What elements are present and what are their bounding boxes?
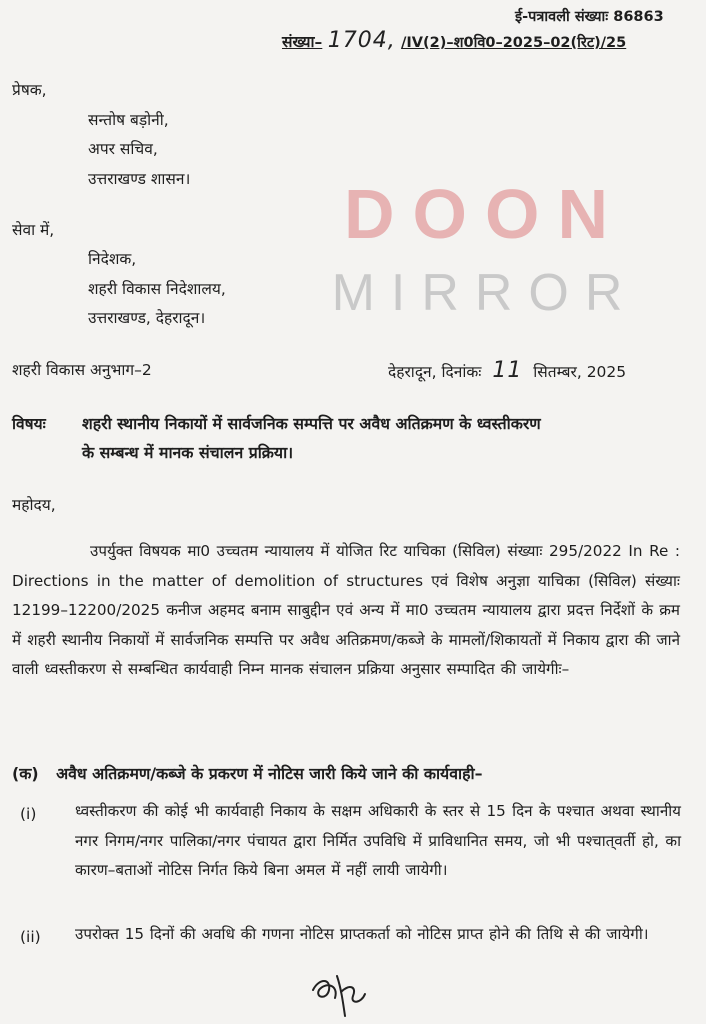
item-i-text: ध्वस्तीकरण की कोई भी कार्यवाही निकाय के सक्षम अधिकारी के स्तर से 15 दिन के पश्चात अथवा स्थानीय नगर निगम/नगर पालिका/नगर पंचायत द्वारा निर्मित उपविधि में प्राविधानित समय, जो भी पश्चात्‌वर्ती हो, का कारण–बताओं नोटिस निर्गत किये बिना अमल में नहीं लायी जायेगी। (75, 802, 681, 879)
subject-line1: शहरी स्थानीय निकायों में सार्वजनिक सम्पत्ति पर अवैध अतिक्रमण के ध्वस्तीकरण (82, 414, 541, 433)
body-paragraph: उपर्युक्त विषयक मा0 उच्चतम न्यायालय में योजित रिट याचिका (सिविल) संख्याः 295/2022 In Re : Directions in the matter of demolition of structures एवं विशेष अनुज्ञा याचिका (सिविल) संख्याः 12199–12200/2025 कनीज अहमद बनाम साबुद्दीन एवं अन्य में मा0 उच्चतम न्यायालय द्वारा प्रदत्त निर्देशों के क्रम में शहरी स्थानीय निकायों में सार्वजनिक सम्पत्ति पर अवैध अतिक्रमण/कब्जे के मामलों/शिकायतों में निकाय द्वारा की जाने वाली ध्वस्तीकरण से सम्बन्धित कार्यवाही निम्न मानक संचालन प्रक्रिया अनुसार सम्पादित की जायेगीः– (12, 542, 680, 678)
sender-designation: अपर सचिव, (88, 140, 158, 158)
ref-suffix: /IV(2)–श0वि0–2025–02(रिट)/25 (401, 35, 627, 51)
item-i-marker: (i) (20, 805, 37, 823)
sender-label: प्रेषक, (12, 81, 47, 99)
date-suffix: सितम्बर, 2025 (533, 363, 627, 381)
doon-mirror-watermark (325, 180, 645, 320)
watermark-line2: MIRROR (331, 264, 639, 320)
date-line (388, 358, 626, 383)
watermark-line1: DOON (344, 180, 626, 253)
recipient-title: निदेशक, (88, 250, 137, 268)
section-ka-marker: (क) (12, 764, 39, 783)
salutation: महोदय, (12, 496, 56, 514)
item-ii-text: उपरोक्त 15 दिनों की अवधि की गणना नोटिस प्राप्तकर्ता को नोटिस प्राप्त होने की तिथि से की जायेगी। (75, 925, 649, 943)
sender-name: सन्तोष बड़ोनी, (88, 111, 169, 129)
item-ii-marker: (ii) (20, 928, 41, 946)
reference-number (282, 28, 626, 53)
recipient-office: शहरी विकास निदेशालय, (88, 280, 226, 298)
ref-handwritten-number: 1704, (327, 28, 396, 53)
section-ka-heading (12, 762, 482, 784)
file-number: ई-पत्रावली संख्याः 86863 (515, 9, 664, 25)
section-name: शहरी विकास अनुभाग–2 (12, 361, 152, 379)
date-handwritten-day: 11 (492, 358, 523, 383)
date-prefix: देहरादून, दिनांकः (388, 363, 482, 381)
recipient-label: सेवा में, (12, 221, 55, 239)
section-ka-text: अवैध अतिक्रमण/कब्जे के प्रकरण में नोटिस जारी किये जाने की कार्यवाही– (56, 764, 483, 783)
recipient-place: उत्तराखण्ड, देहरादून। (88, 309, 206, 327)
sender-office: उत्तराखण्ड शासन। (88, 170, 191, 188)
signature-initials (305, 968, 375, 1020)
ref-prefix: संख्या– (282, 33, 323, 51)
subject-label: विषयः (12, 415, 46, 433)
subject-line2: के सम्बन्ध में मानक संचालन प्रक्रिया। (82, 443, 294, 462)
